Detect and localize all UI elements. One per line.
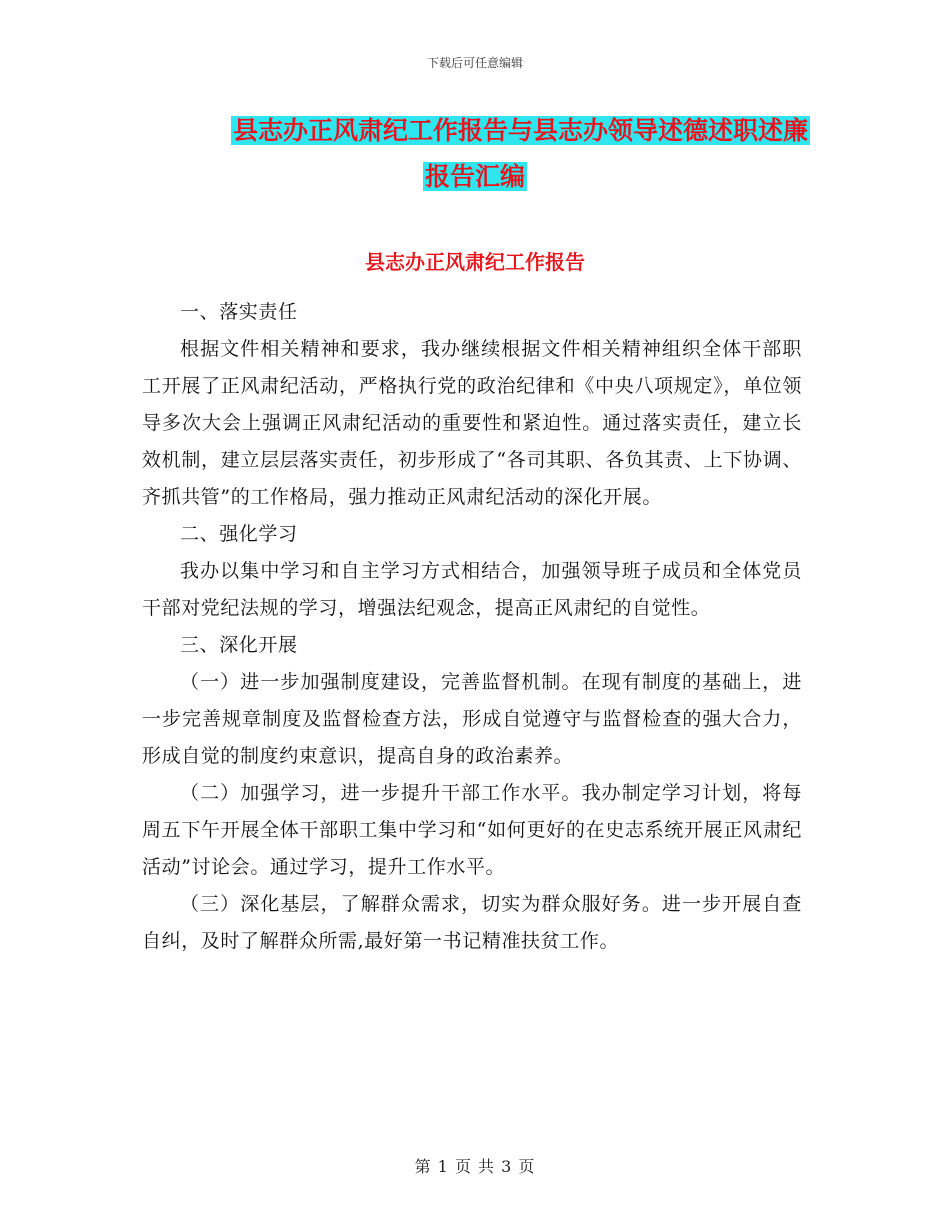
paragraph-3-1: （一）进一步加强制度建设，完善监督机制。在现有制度的基础上，进一步完善规章制度及监督检查方法，形成自觉遵守与监督检查的强大合力，形成自觉的制度约束意识，提高自身的政治素养。	[142, 671, 802, 767]
paragraph-1: 根据文件相关精神和要求，我办继续根据文件相关精神组织全体干部职工开展了正风肃纪活动，严格执行党的政治纪律和《中央八项规定》，单位领导多次大会上强调正风肃纪活动的重要性和紧迫性。通过落实责任，建立长效机制，建立层层落实责任，初步形成了“各司其职、各负其责、上下协调、齐抓共管”的工作格局，强力推动正风肃纪活动的深化开展。	[142, 338, 802, 508]
document-body	[142, 294, 802, 960]
document-title-line-1	[140, 108, 810, 154]
heading-1-responsibility: 一、落实责任	[180, 301, 298, 323]
heading-3-deepen: 三、深化开展	[180, 634, 298, 656]
page-number-footer: 第 1 页 共 3 页	[414, 1157, 536, 1176]
title-highlight-1: 县志办正风肃纪工作报告与县志办领导述德述职述廉	[232, 116, 808, 145]
document-title-line-2	[140, 154, 810, 200]
document-title	[140, 108, 810, 200]
paragraph-3-2: （二）加强学习，进一步提升干部工作水平。我办制定学习计划，将每周五下午开展全体干部职工集中学习和“如何更好的在史志系统开展正风肃纪活动”讨论会。通过学习，提升工作水平。	[142, 782, 802, 878]
section-title: 县志办正风肃纪工作报告	[365, 250, 585, 274]
header-note: 下载后可任意编辑	[426, 56, 523, 70]
title-highlight-2: 报告汇编	[424, 162, 525, 191]
paragraph-3-3: （三）深化基层，了解群众需求，切实为群众服好务。进一步开展自查自纠，及时了解群众所需,最好第一书记精准扶贫工作。	[142, 893, 802, 952]
paragraph-2: 我办以集中学习和自主学习方式相结合，加强领导班子成员和全体党员干部对党纪法规的学习，增强法纪观念，提高正风肃纪的自觉性。	[142, 560, 802, 619]
heading-2-study: 二、强化学习	[180, 523, 298, 545]
